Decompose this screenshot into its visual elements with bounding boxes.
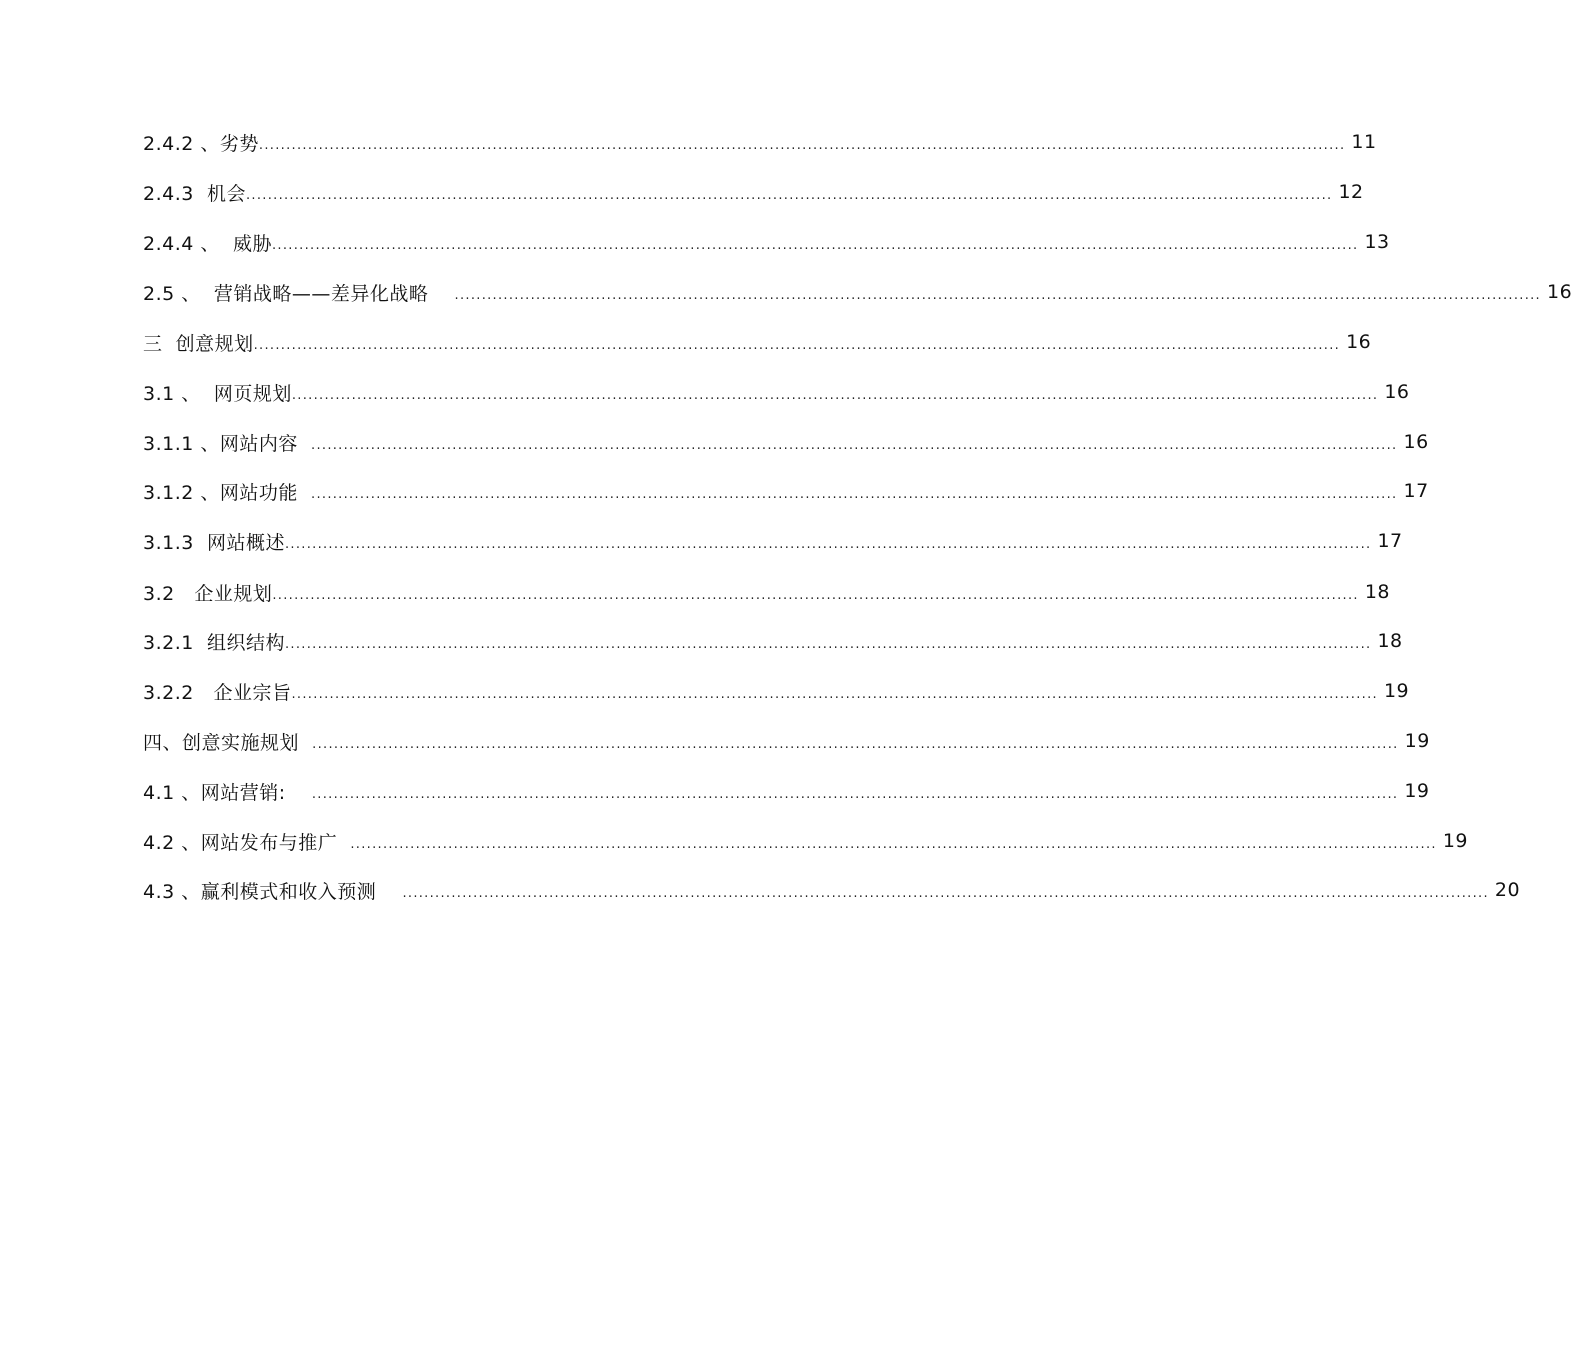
toc-entry-label: 3.2.2 企业宗旨	[143, 681, 292, 704]
toc-leader-dots: ........................................................................................................................................................................................................	[311, 437, 1398, 453]
toc-entry-4-3[interactable]	[143, 876, 1521, 904]
toc-entry-label: 4.2 、网站发布与推广	[143, 831, 338, 854]
toc-entry-3-1-2[interactable]	[143, 477, 1429, 505]
toc-page-number: 19	[1442, 830, 1469, 852]
toc-leader-dots: ........................................................................................................................................................................................................	[272, 237, 1359, 253]
toc-entry-label: 3.2 企业规划	[143, 582, 273, 605]
toc-entry-2-5[interactable]	[143, 278, 1572, 306]
toc-leader-dots: ........................................................................................................................................................................................................	[258, 137, 1346, 153]
toc-page-number: 17	[1377, 530, 1403, 552]
toc-entry-label: 3.1.2 、网站功能	[143, 481, 298, 504]
toc-entry-label: 4.3 、赢利模式和收入预测	[143, 880, 377, 903]
toc-entry-2-4-3[interactable]	[143, 178, 1364, 206]
toc-leader-dots: ........................................................................................................................................................................................................	[312, 736, 1399, 752]
toc-leader-dots: ........................................................................................................................................................................................................	[245, 187, 1333, 203]
toc-page-number: 18	[1364, 581, 1391, 603]
toc-entry-label: 4.1 、网站营销:	[143, 781, 286, 804]
toc-entry-label: 3.1.3 网站概述	[143, 531, 285, 554]
toc-leader-dots: ........................................................................................................................................................................................................	[284, 536, 1372, 552]
toc-leader-dots: ........................................................................................................................................................................................................	[402, 885, 1489, 901]
toc-entry-3-2-2[interactable]	[143, 677, 1410, 705]
toc-page-number: 11	[1351, 131, 1377, 153]
toc-page-number: 19	[1404, 780, 1430, 802]
toc-entry-2-4-2[interactable]	[143, 128, 1377, 156]
toc-page-number: 16	[1384, 381, 1410, 403]
toc-page-number: 13	[1364, 231, 1390, 253]
toc-entry-3-2-1[interactable]	[143, 627, 1403, 655]
toc-leader-dots: ........................................................................................................................................................................................................	[272, 587, 1359, 603]
toc-entry-label: 3.2.1 组织结构	[143, 631, 285, 654]
toc-entry-3-2[interactable]	[143, 578, 1391, 606]
toc-leader-dots: ........................................................................................................................................................................................................	[350, 836, 1437, 852]
toc-page-number: 19	[1383, 680, 1410, 702]
toc-entry-label: 2.5 、 营销战略——差异化战略	[143, 282, 429, 305]
toc-entry-4-2[interactable]	[143, 827, 1469, 855]
toc-leader-dots: ........................................................................................................................................................................................................	[311, 786, 1399, 802]
toc-leader-dots: ........................................................................................................................................................................................................	[291, 387, 1379, 403]
toc-page-number: 20	[1494, 879, 1521, 901]
toc-page-number: 19	[1404, 730, 1430, 752]
toc-entry-2-4-4[interactable]	[143, 228, 1390, 256]
toc-page-number: 16	[1547, 281, 1572, 303]
toc-entry-4-1[interactable]	[143, 777, 1430, 805]
toc-page-number: 12	[1338, 181, 1364, 203]
toc-entry-label: 2.4.2 、劣势	[143, 132, 259, 155]
toc-leader-dots: ........................................................................................................................................................................................................	[253, 337, 1341, 353]
toc-entry-3[interactable]	[143, 328, 1372, 356]
toc-entry-3-1[interactable]	[143, 378, 1410, 406]
toc-leader-dots: ........................................................................................................................................................................................................	[291, 686, 1378, 702]
toc-entry-label: 3.1.1 、网站内容	[143, 432, 298, 455]
toc-entry-label: 2.4.4 、 威胁	[143, 232, 272, 255]
toc-entry-label: 3.1 、 网页规划	[143, 382, 292, 405]
toc-leader-dots: ........................................................................................................................................................................................................	[311, 486, 1398, 502]
toc-leader-dots: ........................................................................................................................................................................................................	[454, 287, 1541, 303]
toc-entry-label: 三 创意规划	[143, 332, 254, 355]
toc-leader-dots: ........................................................................................................................................................................................................	[284, 636, 1372, 652]
toc-page-number: 16	[1346, 331, 1372, 353]
toc-entry-label: 四、创意实施规划	[143, 731, 300, 754]
toc-entry-label: 2.4.3 机会	[143, 182, 246, 205]
toc-page-number: 16	[1403, 431, 1429, 453]
toc-page-number: 17	[1403, 480, 1429, 502]
toc-entry-4[interactable]	[143, 727, 1430, 755]
toc-entry-3-1-1[interactable]	[143, 428, 1429, 456]
toc-page-number: 18	[1377, 630, 1403, 652]
toc-entry-3-1-3[interactable]	[143, 527, 1403, 555]
